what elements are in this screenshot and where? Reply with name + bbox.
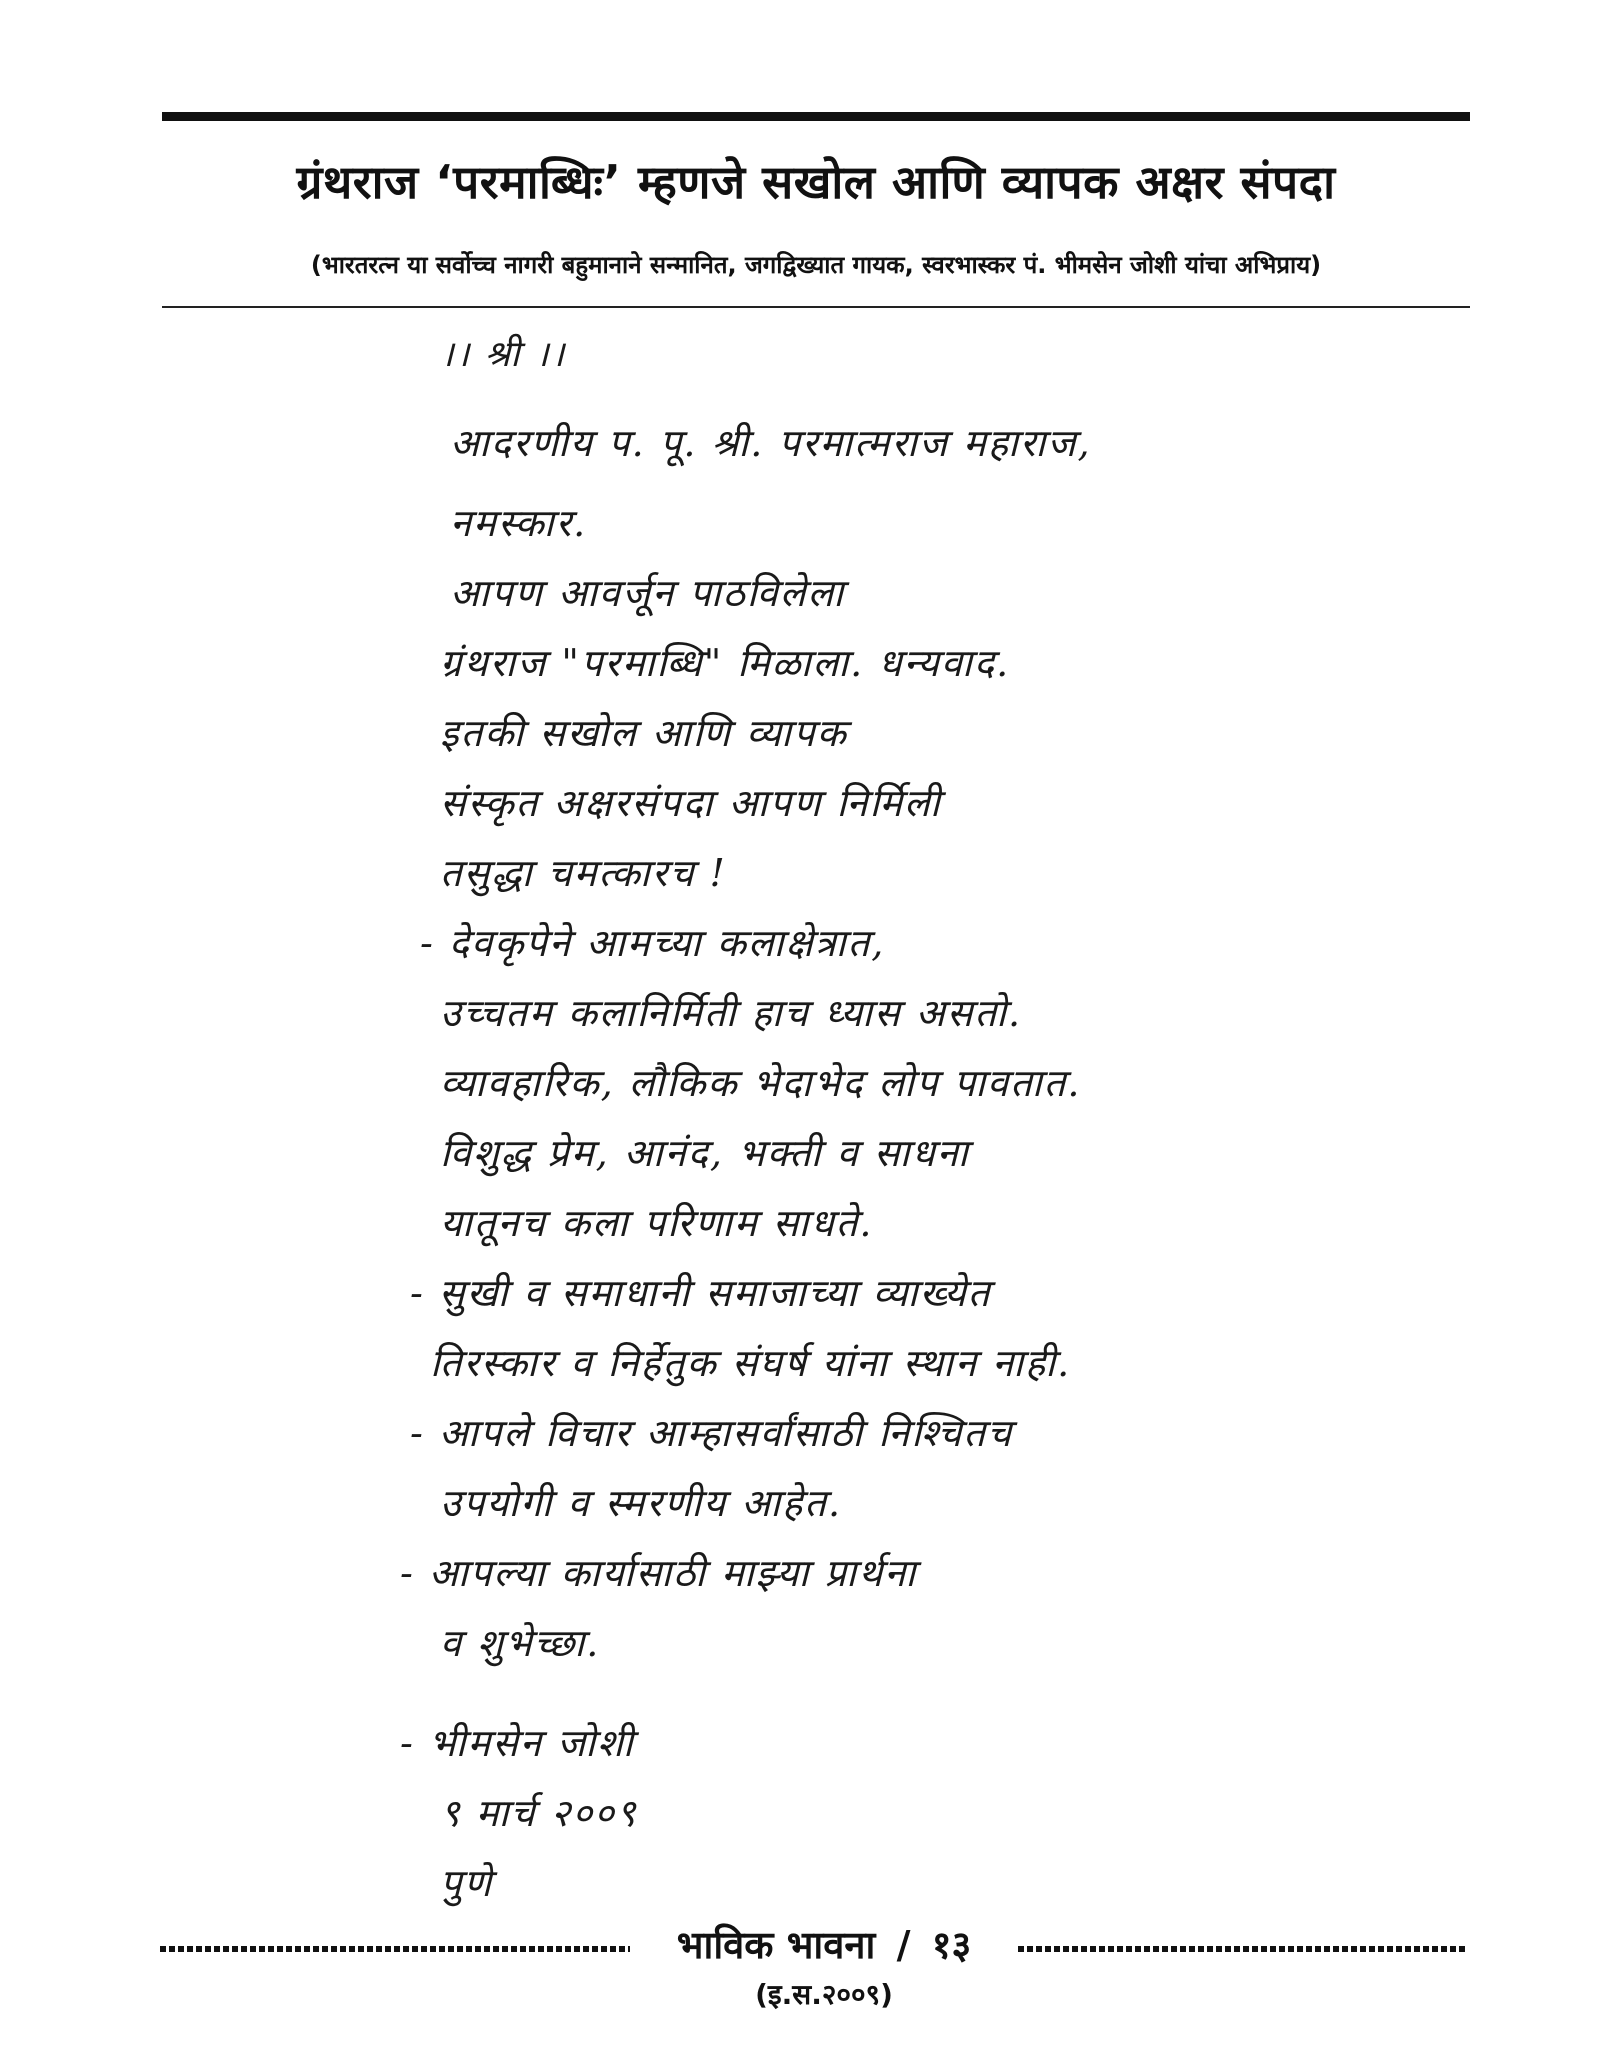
footer-running-title (630, 1918, 1018, 1970)
letter-line: इतकी सखोल आणि व्यापक (440, 711, 848, 755)
page-title: ग्रंथराज ‘परमाब्धिः’ म्हणजे सखोल आणि व्यापक अक्षर संपदा (296, 155, 1336, 209)
letter-signature: - भीमसेन जोशी (400, 1721, 635, 1765)
header-divider (162, 306, 1470, 308)
letter-line: व शुभेच्छा. (440, 1621, 601, 1665)
letter-line: - सुखी व समाधानी समाजाच्या व्याख्येत (410, 1271, 992, 1315)
letter-line: तिरस्कार व निर्हेतुक संघर्ष यांना स्थान नाही. (430, 1341, 1072, 1385)
footer-ornament-right (1018, 1946, 1468, 1952)
letter-place: पुणे (440, 1861, 494, 1905)
letter-line: ग्रंथराज "परमाब्धि" मिळाला. धन्यवाद. (440, 641, 1011, 685)
letter-line: यातूनच कला परिणाम साधते. (440, 1201, 874, 1245)
page-subtitle: (भारतरत्न या सर्वोच्च नागरी बहुमानाने सन्मानित, जगद्विख्यात गायक, स्वरभास्कर पं. भीमसेन जोशी यांचा अभिप्राय) (310, 251, 1322, 279)
letter-line: - देवकृपेने आमच्या कलाक्षेत्रात, (420, 921, 886, 965)
letter-greeting: नमस्कार. (450, 501, 588, 545)
handwritten-letter (400, 328, 1480, 1905)
letter-line: उपयोगी व स्मरणीय आहेत. (440, 1481, 843, 1525)
letter-line: संस्कृत अक्षरसंपदा आपण निर्मिली (440, 781, 942, 825)
letter-invocation: ।। श्री ।। (440, 334, 567, 375)
letter-salutation: आदरणीय प. पू. श्री. परमात्मराज महाराज, (450, 421, 1092, 465)
footer-separator: / (896, 1923, 911, 1967)
letter-line: उच्चतम कलानिर्मिती हाच ध्यास असतो. (440, 991, 1023, 1035)
footer-book-title: भाविक भावना (676, 1923, 876, 1967)
letter-line: विशुद्ध प्रेम, आनंद, भक्ती व साधना (440, 1131, 970, 1175)
top-rule (162, 112, 1470, 121)
footer-ornament-left (160, 1946, 630, 1952)
letter-date: ९ मार्च २००९ (440, 1791, 638, 1835)
letter-line: आपण आवर्जून पाठविलेला (450, 571, 846, 615)
footer-page-number: १३ (931, 1923, 972, 1967)
letter-line: तसुद्धा चमत्कारच ! (440, 851, 727, 895)
letter-line: - आपल्या कार्यासाठी माझ्या प्रार्थना (400, 1551, 918, 1595)
footer-year: (इ.स.२००९) (755, 1978, 893, 2011)
letter-line: व्यावहारिक, लौकिक भेदाभेद लोप पावतात. (440, 1061, 1082, 1105)
letter-line: - आपले विचार आम्हासर्वांसाठी निश्चितच (410, 1411, 1014, 1455)
